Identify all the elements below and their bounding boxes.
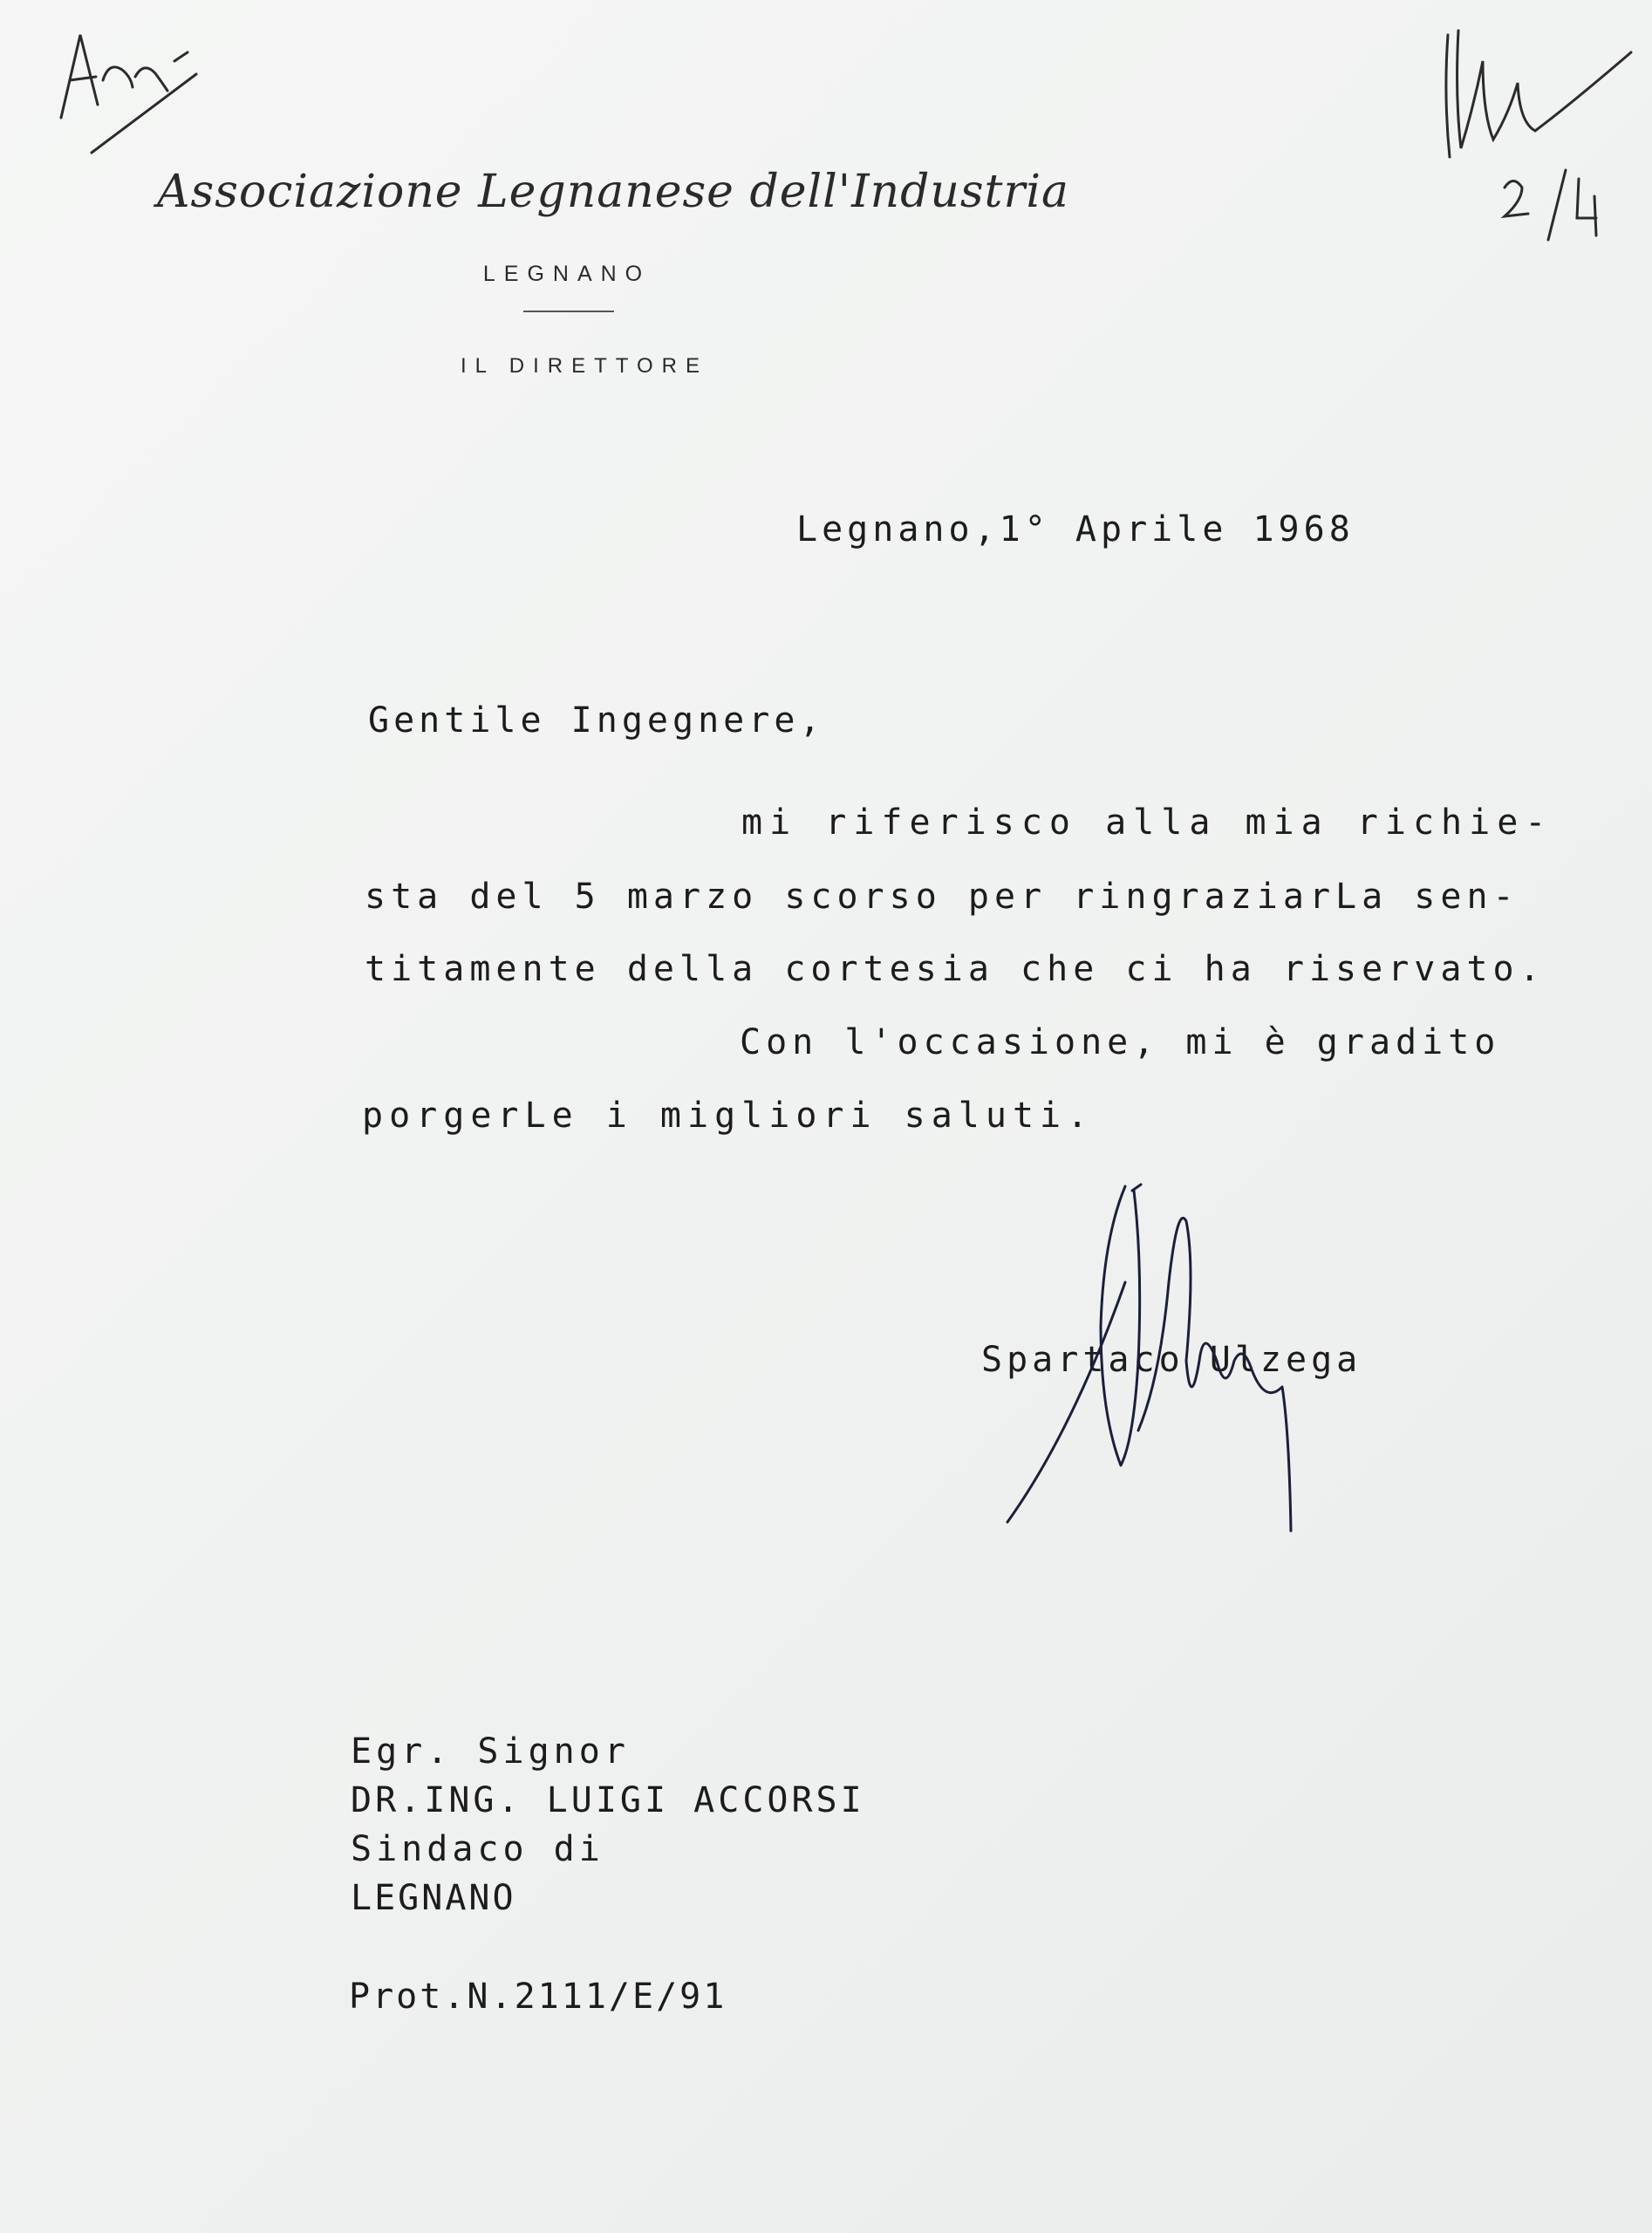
handwritten-signature [1007,1185,1291,1531]
body-line: Con l'occasione, mi è gradito [740,1022,1501,1062]
top-right-handwritten-mark [1446,31,1631,240]
signatory-name: Spartaco Ulzega [981,1340,1362,1380]
recipient-city: LEGNANO [351,1878,516,1918]
body-line: sta del 5 marzo scorso per ringraziarLa sen- [365,877,1519,917]
protocol-number: Prot.N.2111/E/91 [349,1977,727,2017]
letter-date: Legnano,1° Aprile 1968 [796,509,1355,550]
top-left-handwritten-mark [61,35,196,153]
letter-salutation: Gentile Ingegnere, [368,700,825,741]
body-line: mi riferisco alla mia richie- [741,802,1553,843]
recipient-name: DR.ING. LUIGI ACCORSI [351,1780,865,1820]
body-line: titamente della cortesia che ci ha riservato. [365,949,1546,989]
recipient-line: Egr. Signor [351,1731,630,1772]
letterhead-organization: Associazione Legnanese dell'Industria [157,166,1069,218]
letterhead-city: LEGNANO [482,262,652,286]
letterhead-role: IL DIRETTORE [460,354,709,378]
recipient-line: Sindaco di [351,1829,604,1869]
body-line: porgerLe i migliori saluti. [362,1096,1095,1136]
